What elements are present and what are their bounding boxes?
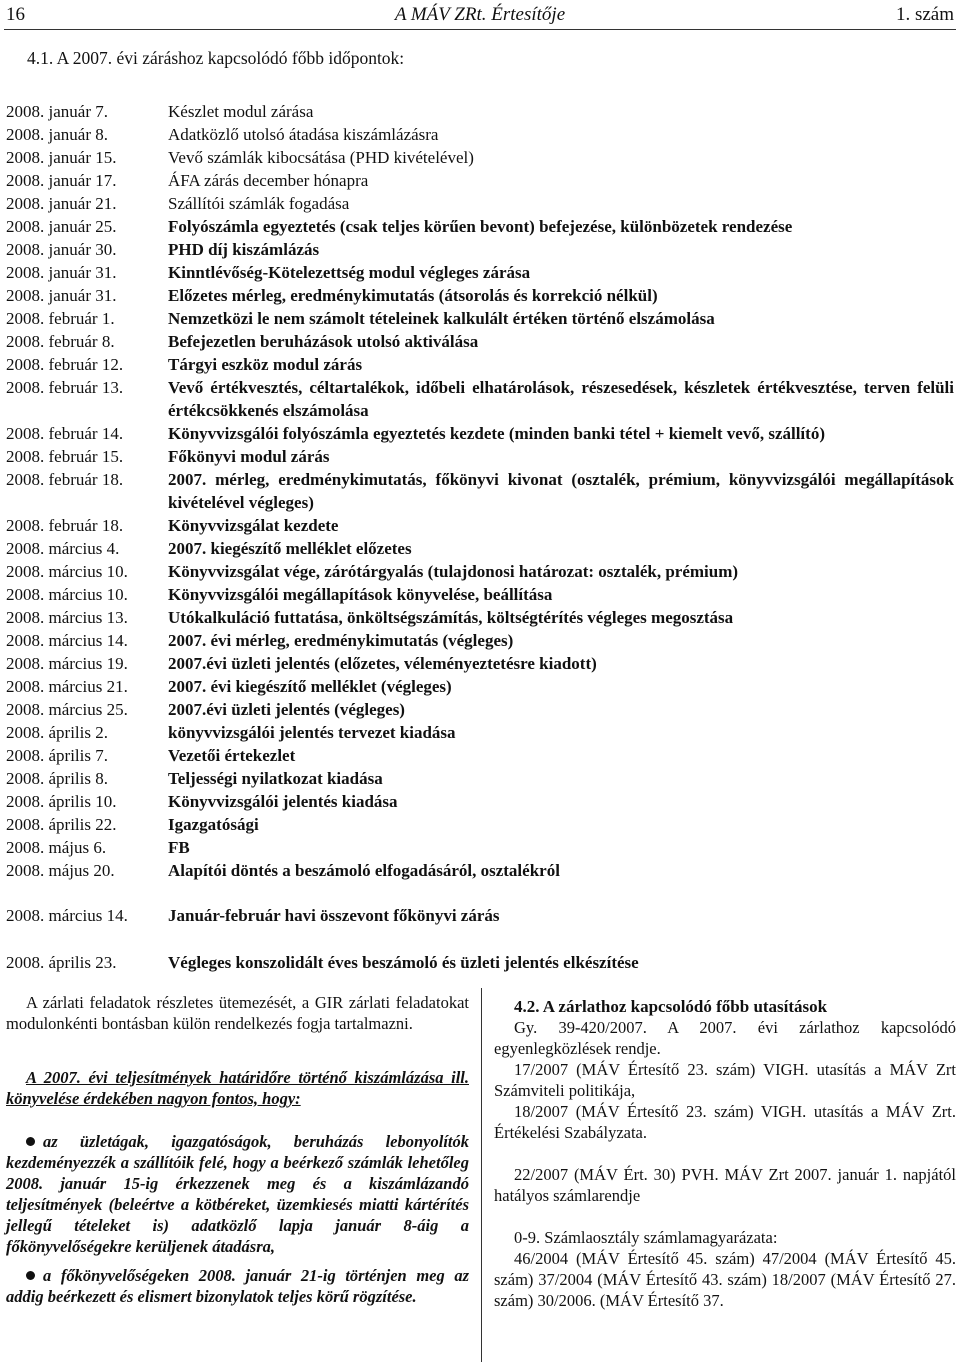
row-date: 2008. április 7. bbox=[6, 746, 108, 765]
row-task: Vevő értékvesztés, céltartalékok, időbeli elhatárolások, részesedések, készletek értékvesztése, terven felüli értékcsökkenés elszámolása bbox=[168, 378, 954, 420]
schedule-row bbox=[0, 836, 960, 859]
row-date: 2008. január 21. bbox=[6, 194, 117, 213]
row-task: PHD díj kiszámlázás bbox=[168, 240, 320, 259]
row-date: 2008. április 23. bbox=[6, 953, 117, 972]
row-date: 2008. február 14. bbox=[6, 424, 124, 443]
row-task: Könyvvizsgálói jelentés kiadása bbox=[168, 792, 398, 811]
schedule-row bbox=[0, 169, 960, 192]
spacer bbox=[494, 1143, 956, 1164]
schedule-row bbox=[0, 790, 960, 813]
schedule-row bbox=[0, 744, 960, 767]
row-date: 2008. január 7. bbox=[6, 102, 108, 121]
header-rule bbox=[4, 29, 956, 30]
intro-paragraph: A zárlati feladatok részletes ütemezését, a GIR zárlati feladatokat modulonkénti bontásban külön rendelkezés fogja tartalmazni. bbox=[6, 993, 469, 1033]
row-task: Könyvvizsgálói megállapítások könyvelése, beállítása bbox=[168, 585, 553, 604]
row-date: 2008. február 18. bbox=[6, 516, 124, 535]
row-date: 2008. február 8. bbox=[6, 332, 115, 351]
instruction-paragraph: 0-9. Számlaosztály számlamagyarázata: bbox=[514, 1228, 778, 1247]
list-item bbox=[6, 1265, 469, 1307]
row-task: Készlet modul zárása bbox=[168, 102, 314, 121]
list-item-text: az üzletágak, igazgatóságok, beruházás lebonyolítók kezdeményezzék a szállítóik felé, hogy a beérkező számlák lehetőleg 2008. január 15-ig érkezzenek meg és a kiszámlázandó teljesítmények (beleértve a kötbéreket, üzemkiesés miatti kártérítés jellegű tételeket is) adatközlő lapja január 8-áig a főkönyvelőségekre kerüljenek átadásra, bbox=[6, 1132, 469, 1256]
row-task: 2007. évi mérleg, eredménykimutatás (végleges) bbox=[168, 631, 514, 650]
column-divider bbox=[481, 988, 482, 1362]
row-date: 2008. január 17. bbox=[6, 171, 117, 190]
row-task: 2007. kiegészítő melléklet előzetes bbox=[168, 539, 412, 558]
row-task: Január-február havi összevont főkönyvi zárás bbox=[168, 906, 500, 925]
row-task: Vezetői értekezlet bbox=[168, 746, 296, 765]
instruction-paragraph: Gy. 39-420/2007. A 2007. évi zárlathoz kapcsolódó egyenlegközlések rendje. bbox=[494, 1018, 956, 1058]
schedule-row bbox=[0, 192, 960, 215]
row-task: Szállítói számlák fogadása bbox=[168, 194, 350, 213]
schedule-row bbox=[0, 215, 960, 238]
row-date: 2008. március 4. bbox=[6, 539, 120, 558]
row-task: Könyvvizsgálat kezdete bbox=[168, 516, 339, 535]
schedule-row bbox=[0, 307, 960, 330]
row-task: Utókalkuláció futtatása, önköltségszámítás, költségtérítés végleges megosztása bbox=[168, 608, 734, 627]
row-date: 2008. március 14. bbox=[6, 631, 128, 650]
schedule-row bbox=[0, 353, 960, 376]
row-date: 2008. január 31. bbox=[6, 263, 117, 282]
schedule-row bbox=[0, 537, 960, 560]
row-task: Előzetes mérleg, eredménykimutatás (átsorolás és korrekció nélkül) bbox=[168, 286, 658, 305]
spacer bbox=[0, 882, 960, 904]
row-task: Teljességi nyilatkozat kiadása bbox=[168, 769, 383, 788]
row-task: 2007. évi kiegészítő melléklet (végleges) bbox=[168, 677, 452, 696]
row-date: 2008. február 12. bbox=[6, 355, 124, 374]
schedule-row bbox=[0, 675, 960, 698]
row-date: 2008. március 10. bbox=[6, 562, 128, 581]
row-date: 2008. március 19. bbox=[6, 654, 128, 673]
row-task: Végleges konszolidált éves beszámoló és üzleti jelentés elkészítése bbox=[168, 953, 639, 972]
row-date: 2008. február 15. bbox=[6, 447, 124, 466]
schedule-row bbox=[0, 376, 960, 422]
row-task: 2007.évi üzleti jelentés (előzetes, véleményeztetésre kiadott) bbox=[168, 654, 597, 673]
row-task: Igazgatósági bbox=[168, 815, 259, 834]
row-date: 2008. február 1. bbox=[6, 309, 115, 328]
page-number: 16 bbox=[6, 4, 25, 25]
row-task: Adatközlő utolsó átadása kiszámlázásra bbox=[168, 125, 439, 144]
journal-title: A MÁV ZRt. Értesítője bbox=[394, 4, 566, 25]
row-date: 2008. március 14. bbox=[6, 906, 128, 925]
schedule-row bbox=[0, 100, 960, 123]
schedule-row bbox=[0, 813, 960, 836]
page-header bbox=[0, 0, 960, 38]
schedule-row bbox=[0, 445, 960, 468]
schedule-row bbox=[0, 123, 960, 146]
row-date: 2008. január 15. bbox=[6, 148, 117, 167]
right-column bbox=[494, 996, 956, 1311]
issue-number: 1. szám bbox=[895, 4, 954, 25]
row-task: Nemzetközi le nem számolt tételeinek kalkulált értéken történő elszámolása bbox=[168, 309, 715, 328]
row-task: Vevő számlák kibocsátása (PHD kivételével) bbox=[168, 148, 474, 167]
row-task: Befejezetlen beruházások utolsó aktiválása bbox=[168, 332, 479, 351]
row-date: 2008. március 13. bbox=[6, 608, 128, 627]
row-task: Folyószámla egyeztetés (csak teljes körűen bevont) befejezése, különbözetek rendezése bbox=[168, 217, 793, 236]
schedule-row-extra bbox=[0, 951, 960, 974]
row-task: könyvvizsgálói jelentés tervezet kiadása bbox=[168, 723, 456, 742]
instruction-paragraph: 17/2007 (MÁV Értesítő 23. szám) VIGH. utasítás a MÁV Zrt Számviteli politikája, bbox=[494, 1060, 956, 1100]
schedule-row-extra bbox=[0, 904, 960, 927]
section-title: 4.1. A 2007. évi záráshoz kapcsolódó főbb időpontok: bbox=[27, 48, 405, 68]
row-date: 2008. április 8. bbox=[6, 769, 108, 788]
row-date: 2008. február 13. bbox=[6, 378, 124, 397]
schedule-row bbox=[0, 767, 960, 790]
spacer bbox=[494, 1206, 956, 1227]
schedule-row bbox=[0, 422, 960, 445]
row-task: Alapítói döntés a beszámoló elfogadásáról, osztalékról bbox=[168, 861, 560, 880]
requirements-list bbox=[6, 1131, 469, 1307]
schedule-row bbox=[0, 261, 960, 284]
row-date: 2008. április 10. bbox=[6, 792, 117, 811]
schedule-list bbox=[0, 100, 960, 974]
row-task: Tárgyi eszköz modul zárás bbox=[168, 355, 363, 374]
row-date: 2008. március 10. bbox=[6, 585, 128, 604]
schedule-row bbox=[0, 284, 960, 307]
schedule-row bbox=[0, 330, 960, 353]
row-task: Kinntlévőség-Kötelezettség modul végleges zárása bbox=[168, 263, 531, 282]
spacer bbox=[0, 927, 960, 951]
schedule-row bbox=[0, 560, 960, 583]
schedule-row bbox=[0, 146, 960, 169]
row-task: 2007.évi üzleti jelentés (végleges) bbox=[168, 700, 405, 719]
bullet-icon bbox=[26, 1137, 35, 1146]
row-task: ÁFA zárás december hónapra bbox=[168, 171, 369, 190]
row-date: 2008. március 25. bbox=[6, 700, 128, 719]
row-date: 2008. május 6. bbox=[6, 838, 107, 857]
schedule-row bbox=[0, 698, 960, 721]
row-date: 2008. április 22. bbox=[6, 815, 117, 834]
row-date: 2008. január 31. bbox=[6, 286, 117, 305]
schedule-row bbox=[0, 238, 960, 261]
bullet-icon bbox=[26, 1271, 35, 1280]
schedule-row bbox=[0, 859, 960, 882]
schedule-row bbox=[0, 629, 960, 652]
row-date: 2008. április 2. bbox=[6, 723, 108, 742]
row-task: FB bbox=[168, 838, 190, 857]
row-task: 2007. mérleg, eredménykimutatás, főkönyvi kivonat (osztalék, prémium, könyvvizsgálói megállapítások kivételével végleges) bbox=[168, 470, 954, 512]
schedule-row bbox=[0, 468, 960, 514]
list-item bbox=[6, 1131, 469, 1257]
row-date: 2008. február 18. bbox=[6, 470, 124, 489]
instruction-paragraph: 18/2007 (MÁV Értesítő 23. szám) VIGH. utasítás a MÁV Zrt. Értékelési Szabályzata. bbox=[494, 1102, 956, 1142]
list-item-text: a főkönyvelőségeken 2008. január 21-ig történjen meg az addig beérkezett és elismert bizonylatok teljes körű rögzítése. bbox=[6, 1266, 469, 1306]
schedule-row bbox=[0, 606, 960, 629]
left-column bbox=[6, 992, 469, 1315]
section-heading: 4.2. A zárlathoz kapcsolódó főbb utasítások bbox=[514, 997, 828, 1016]
row-task: Könyvvizsgálat vége, zárótárgyalás (tulajdonosi határozat: osztalék, prémium) bbox=[168, 562, 739, 581]
row-task: Könyvvizsgálói folyószámla egyeztetés kezdete (minden banki tétel + kiemelt vevő, szállító) bbox=[168, 424, 825, 443]
instruction-paragraph: 46/2004 (MÁV Értesítő 45. szám) 47/2004 (MÁV Értesítő 45. szám) 37/2004 (MÁV Értesítő 43. szám) 18/2007 (MÁV Értesítő 27. szám) 30/2006. (MÁV Értesítő 37. bbox=[494, 1249, 956, 1310]
row-date: 2008. május 20. bbox=[6, 861, 115, 880]
row-date: 2008. március 21. bbox=[6, 677, 128, 696]
schedule-row bbox=[0, 721, 960, 744]
important-subheading: A 2007. évi teljesítmények határidőre történő kiszámlázása ill. könyvelése érdekében nagyon fontos, hogy: bbox=[6, 1068, 469, 1108]
schedule-row bbox=[0, 652, 960, 675]
row-date: 2008. január 30. bbox=[6, 240, 117, 259]
schedule-row bbox=[0, 514, 960, 537]
row-date: 2008. január 8. bbox=[6, 125, 108, 144]
schedule-row bbox=[0, 583, 960, 606]
row-task: Főkönyvi modul zárás bbox=[168, 447, 330, 466]
instruction-paragraph: 22/2007 (MÁV Ért. 30) PVH. MÁV Zrt 2007. január 1. napjától hatályos számlarendje bbox=[494, 1165, 956, 1205]
row-date: 2008. január 25. bbox=[6, 217, 117, 236]
